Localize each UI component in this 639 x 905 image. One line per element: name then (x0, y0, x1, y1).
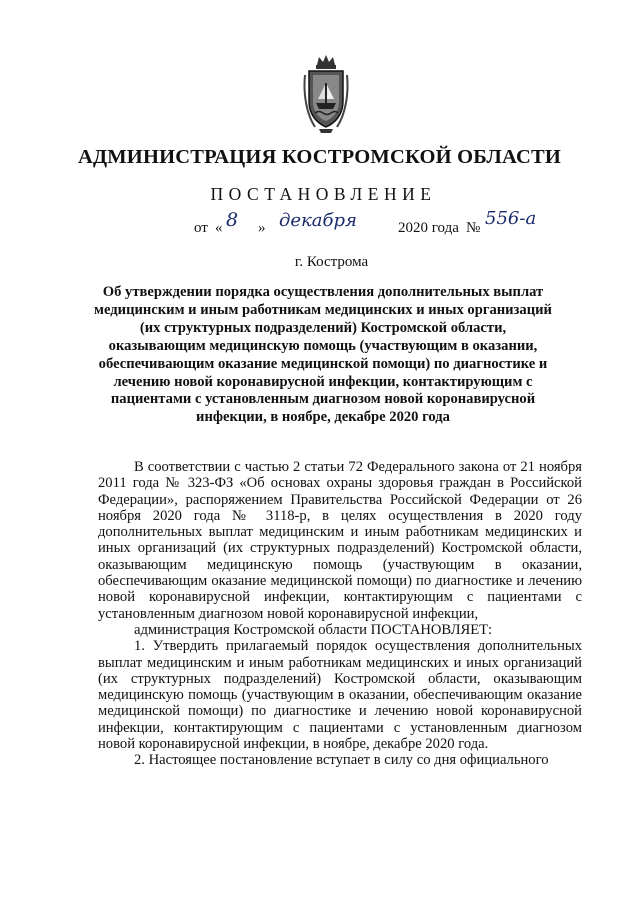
date-from-label: от (194, 220, 208, 236)
paragraph-item-2: 2. Настоящее постановление вступает в силу со дня официального (134, 752, 549, 769)
coat-of-arms-icon (303, 55, 349, 135)
document-title: Об утверждении порядка осуществления дополнительных выплат медицинским и иным работникам медицинских и иных организаций (их структурных подразделений) Костромской области, оказывающим медицинскую помощь (участвующим в оказании, обеспечивающим оказание медицинской помощи) по диагностике и лечению новой коронавирусной инфекции, контактирующим с пациентами с установленным диагнозом новой коронавирусной инфекции, в ноябре, декабре 2020 года (94, 284, 552, 426)
city: г. Кострома (294, 254, 369, 270)
handwritten-number: 556-а (485, 208, 537, 229)
date-open-quote: « (215, 220, 223, 236)
paragraph-item-1: 1. Утвердить прилагаемый порядок осуществления дополнительных выплат медицинским и иным работникам медицинских и иных организаций (их структурных подразделений) Костромской области, оказывающим медицинскую помощь (участвующим в оказании, обеспечивающим оказание медицинской помощи) по диагностике и лечению новой коронавирусной инфекции, контактирующим с пациентами с установленным диагнозом новой коронавирусной инфекции, в ноябре, декабре 2020 года. (98, 638, 582, 753)
document-body (98, 459, 582, 769)
document-type: ПОСТАНОВЛЕНИЕ (210, 184, 437, 204)
number-sign: № (466, 220, 481, 236)
handwritten-month: декабря (279, 210, 357, 231)
paragraph-resolves: администрация Костромской области ПОСТАНОВЛЯЕТ: (134, 621, 493, 638)
date-number-line (0, 208, 639, 242)
paragraph-preamble: В соответствии с частью 2 статьи 72 Федерального закона от 21 ноября 2011 года № 323-ФЗ «Об основах охраны здоровья граждан в Российской Федерации», распоряжением Правительства Российской Федерации от 26 ноября 2020 года № 3118-р, в целях осуществления в 2020 году дополнительных выплат медицинским и иным работникам медицинских и иных организаций (их структурных подразделений) Костромской области, оказывающим медицинскую помощь (участвующим в оказании, обеспечивающим оказание медицинской помощи) по диагностике и лечению новой коронавирусной инфекции, контактирующим с пациентами с установленным диагнозом новой коронавирусной инфекции, (98, 459, 582, 622)
date-close-quote: » (258, 220, 266, 236)
handwritten-day: 8 (226, 209, 239, 231)
date-year: 2020 года (398, 220, 459, 236)
organization-name: АДМИНИСТРАЦИЯ КОСТРОМСКОЙ ОБЛАСТИ (77, 146, 562, 168)
